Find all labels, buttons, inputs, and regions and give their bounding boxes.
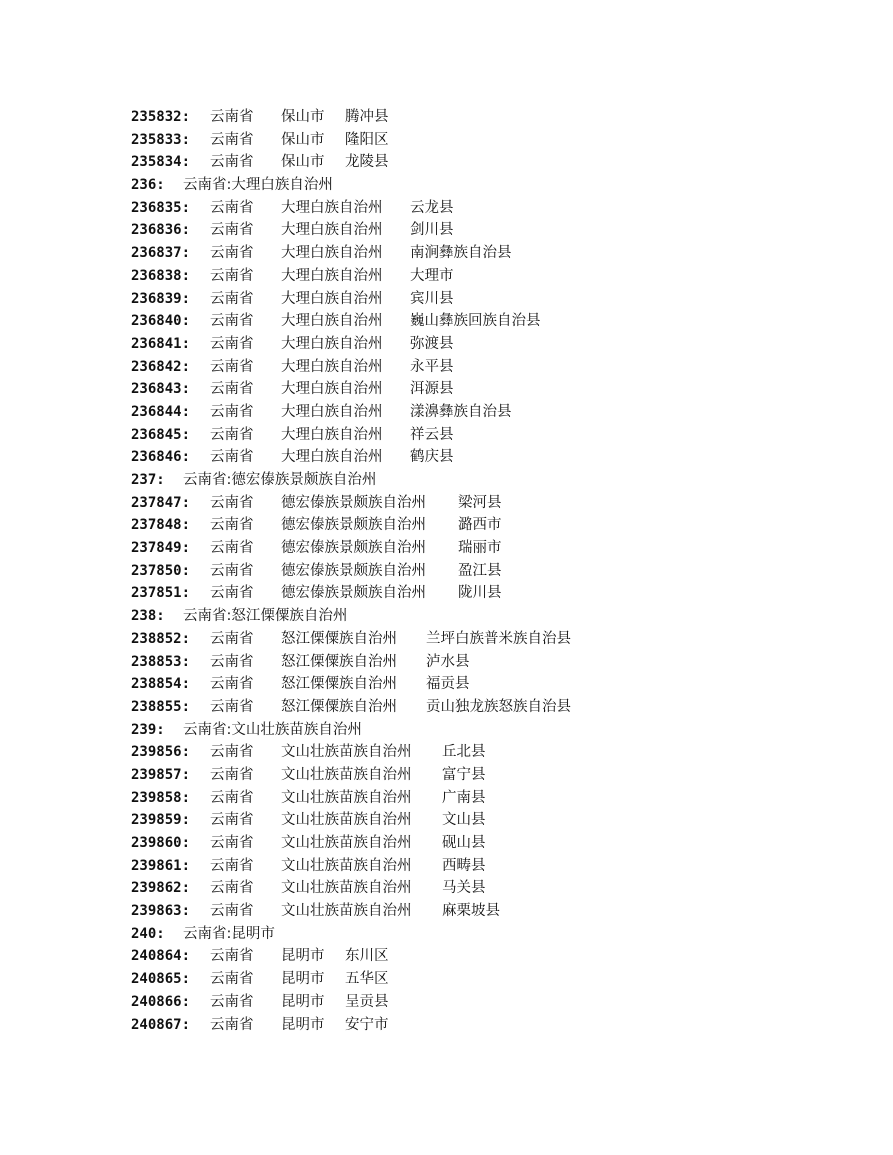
county-code: 238853: [131, 653, 191, 670]
province-name: 云南省 [210, 154, 254, 171]
region-header-text: 云南省:文山壮族苗族自治州 [183, 721, 362, 738]
county-name: 西畴县 [442, 857, 486, 874]
province-name: 云南省 [210, 789, 254, 806]
city-name: 文山壮族苗族自治州 [281, 903, 412, 920]
county-code: 239859: [131, 812, 191, 829]
province-name: 云南省 [210, 1016, 254, 1033]
county-code: 236837: [131, 245, 191, 262]
county-row [131, 991, 851, 1014]
county-name: 巍山彝族回族自治县 [410, 313, 541, 330]
county-name: 洱源县 [410, 381, 454, 398]
county-row [131, 356, 851, 379]
county-name: 东川区 [345, 948, 389, 965]
county-name: 麻栗坡县 [442, 903, 500, 920]
province-name: 云南省 [210, 540, 254, 557]
city-name: 大理白族自治州 [281, 313, 383, 330]
province-name: 云南省 [210, 403, 254, 420]
city-name: 昆明市 [281, 948, 325, 965]
county-code: 236843: [131, 381, 191, 398]
county-name: 祥云县 [410, 426, 454, 443]
county-code: 237849: [131, 540, 191, 557]
city-name: 大理白族自治州 [281, 267, 383, 284]
city-name: 大理白族自治州 [281, 290, 383, 307]
county-code: 239862: [131, 880, 191, 897]
county-row [131, 582, 851, 605]
county-name: 隆阳区 [345, 131, 389, 148]
city-name: 大理白族自治州 [281, 245, 383, 262]
county-code: 239858: [131, 789, 191, 806]
region-header-row [131, 469, 851, 492]
province-name: 云南省 [210, 676, 254, 693]
county-row [131, 945, 851, 968]
county-row [131, 673, 851, 696]
county-code: 236839: [131, 290, 191, 307]
county-row [131, 968, 851, 991]
county-code: 236835: [131, 199, 191, 216]
county-code: 235833: [131, 131, 191, 148]
city-name: 大理白族自治州 [281, 449, 383, 466]
county-name: 福贡县 [426, 676, 470, 693]
province-name: 云南省 [210, 245, 254, 262]
region-code: 239: [131, 721, 165, 738]
county-name: 宾川县 [410, 290, 454, 307]
city-name: 大理白族自治州 [281, 426, 383, 443]
county-row [131, 832, 851, 855]
city-name: 德宏傣族景颇族自治州 [281, 494, 426, 511]
county-row [131, 401, 851, 424]
city-name: 德宏傣族景颇族自治州 [281, 585, 426, 602]
county-row [131, 219, 851, 242]
city-name: 怒江傈僳族自治州 [281, 630, 397, 647]
county-row [131, 310, 851, 333]
county-name: 盈江县 [458, 562, 502, 579]
province-name: 云南省 [210, 199, 254, 216]
city-name: 文山壮族苗族自治州 [281, 857, 412, 874]
province-name: 云南省 [210, 313, 254, 330]
county-row [131, 560, 851, 583]
county-name: 弥渡县 [410, 335, 454, 352]
county-row [131, 424, 851, 447]
county-code: 239861: [131, 857, 191, 874]
county-row [131, 197, 851, 220]
province-name: 云南省 [210, 109, 254, 125]
county-code: 236842: [131, 358, 191, 375]
county-row [131, 809, 851, 832]
county-code: 236840: [131, 313, 191, 330]
county-name: 大理市 [410, 267, 454, 284]
county-code: 236841: [131, 335, 191, 352]
county-name: 永平县 [410, 358, 454, 375]
city-name: 文山壮族苗族自治州 [281, 880, 412, 897]
county-name: 砚山县 [442, 835, 486, 851]
province-name: 云南省 [210, 903, 254, 920]
region-code: 236: [131, 177, 165, 194]
county-name: 兰坪白族普米族自治县 [426, 630, 571, 647]
region-header-text: 云南省:昆明市 [183, 925, 275, 942]
city-name: 昆明市 [281, 993, 325, 1010]
province-name: 云南省 [210, 630, 254, 647]
province-name: 云南省 [210, 426, 254, 443]
city-name: 昆明市 [281, 971, 325, 988]
city-name: 保山市 [281, 154, 325, 171]
county-name: 陇川县 [458, 585, 502, 602]
county-code: 238852: [131, 630, 191, 647]
county-name: 泸水县 [426, 653, 470, 670]
county-code: 240867: [131, 1016, 191, 1033]
city-name: 怒江傈僳族自治州 [281, 676, 397, 693]
city-name: 保山市 [281, 109, 325, 125]
county-name: 贡山独龙族怒族自治县 [426, 698, 571, 715]
county-name: 剑川县 [410, 222, 454, 239]
region-header-row [131, 923, 851, 946]
county-code: 236838: [131, 267, 191, 284]
province-name: 云南省 [210, 812, 254, 829]
county-name: 腾冲县 [345, 109, 389, 125]
county-name: 马关县 [442, 880, 486, 897]
county-code: 240866: [131, 993, 191, 1010]
county-name: 潞西市 [458, 517, 502, 534]
county-name: 富宁县 [442, 766, 486, 783]
region-header-text: 云南省:怒江傈僳族自治州 [183, 608, 348, 625]
county-row [131, 855, 851, 878]
county-row [131, 378, 851, 401]
region-header-text: 云南省:大理白族自治州 [183, 177, 333, 194]
province-name: 云南省 [210, 698, 254, 715]
county-row [131, 265, 851, 288]
county-code: 236845: [131, 426, 191, 443]
county-name: 瑞丽市 [458, 540, 502, 557]
county-name: 五华区 [345, 971, 389, 988]
county-row [131, 787, 851, 810]
county-code: 237848: [131, 517, 191, 534]
province-name: 云南省 [210, 653, 254, 670]
city-name: 文山壮族苗族自治州 [281, 766, 412, 783]
city-name: 怒江傈僳族自治州 [281, 698, 397, 715]
province-name: 云南省 [210, 358, 254, 375]
city-name: 保山市 [281, 131, 325, 148]
county-row [131, 492, 851, 515]
county-name: 龙陵县 [345, 154, 389, 171]
province-name: 云南省 [210, 562, 254, 579]
county-name: 南涧彝族自治县 [410, 245, 512, 262]
county-row [131, 288, 851, 311]
county-row [131, 900, 851, 923]
province-name: 云南省 [210, 222, 254, 239]
province-name: 云南省 [210, 449, 254, 466]
county-code: 239856: [131, 744, 191, 761]
county-row [131, 1014, 851, 1037]
province-name: 云南省 [210, 267, 254, 284]
region-header-row [131, 719, 851, 742]
province-name: 云南省 [210, 993, 254, 1010]
city-name: 文山壮族苗族自治州 [281, 812, 412, 829]
city-name: 文山壮族苗族自治州 [281, 835, 412, 851]
region-header-text: 云南省:德宏傣族景颇族自治州 [183, 472, 377, 488]
county-row [131, 151, 851, 174]
city-name: 大理白族自治州 [281, 335, 383, 352]
city-name: 大理白族自治州 [281, 358, 383, 375]
county-row [131, 651, 851, 674]
county-code: 236836: [131, 222, 191, 239]
region-code-list [131, 106, 851, 1036]
city-name: 大理白族自治州 [281, 381, 383, 398]
region-code: 240: [131, 925, 165, 942]
county-row [131, 242, 851, 265]
province-name: 云南省 [210, 744, 254, 761]
region-code: 238: [131, 608, 165, 625]
county-code: 236844: [131, 403, 191, 420]
county-code: 240864: [131, 948, 191, 965]
region-header-row [131, 174, 851, 197]
county-code: 240865: [131, 971, 191, 988]
county-code: 239863: [131, 903, 191, 920]
county-name: 文山县 [442, 812, 486, 829]
city-name: 德宏傣族景颇族自治州 [281, 562, 426, 579]
province-name: 云南省 [210, 381, 254, 398]
province-name: 云南省 [210, 971, 254, 988]
city-name: 大理白族自治州 [281, 199, 383, 216]
county-row [131, 628, 851, 651]
region-code: 237: [131, 472, 165, 488]
city-name: 德宏傣族景颇族自治州 [281, 517, 426, 534]
county-name: 梁河县 [458, 494, 502, 511]
city-name: 怒江傈僳族自治州 [281, 653, 397, 670]
city-name: 大理白族自治州 [281, 222, 383, 239]
county-name: 丘北县 [442, 744, 486, 761]
county-row [131, 129, 851, 152]
province-name: 云南省 [210, 585, 254, 602]
county-code: 235834: [131, 154, 191, 171]
county-code: 237847: [131, 494, 191, 511]
city-name: 文山壮族苗族自治州 [281, 789, 412, 806]
province-name: 云南省 [210, 857, 254, 874]
county-row [131, 537, 851, 560]
county-name: 广南县 [442, 789, 486, 806]
county-row [131, 877, 851, 900]
province-name: 云南省 [210, 494, 254, 511]
province-name: 云南省 [210, 517, 254, 534]
county-code: 238855: [131, 698, 191, 715]
county-code: 236846: [131, 449, 191, 466]
province-name: 云南省 [210, 835, 254, 851]
city-name: 文山壮族苗族自治州 [281, 744, 412, 761]
county-row [131, 696, 851, 719]
province-name: 云南省 [210, 766, 254, 783]
county-row [131, 333, 851, 356]
county-name: 呈贡县 [345, 993, 389, 1010]
county-code: 235832: [131, 109, 191, 125]
province-name: 云南省 [210, 131, 254, 148]
county-code: 237850: [131, 562, 191, 579]
county-code: 239857: [131, 766, 191, 783]
county-name: 云龙县 [410, 199, 454, 216]
county-name: 鹤庆县 [410, 449, 454, 466]
county-code: 238854: [131, 676, 191, 693]
county-name: 安宁市 [345, 1016, 389, 1033]
province-name: 云南省 [210, 880, 254, 897]
county-code: 237851: [131, 585, 191, 602]
city-name: 大理白族自治州 [281, 403, 383, 420]
county-row [131, 446, 851, 469]
county-row [131, 514, 851, 537]
city-name: 昆明市 [281, 1016, 325, 1033]
county-code: 239860: [131, 835, 191, 851]
city-name: 德宏傣族景颇族自治州 [281, 540, 426, 557]
province-name: 云南省 [210, 335, 254, 352]
county-row [131, 741, 851, 764]
province-name: 云南省 [210, 290, 254, 307]
region-header-row [131, 605, 851, 628]
county-row [131, 106, 851, 129]
province-name: 云南省 [210, 948, 254, 965]
county-name: 漾濞彝族自治县 [410, 403, 512, 420]
county-row [131, 764, 851, 787]
